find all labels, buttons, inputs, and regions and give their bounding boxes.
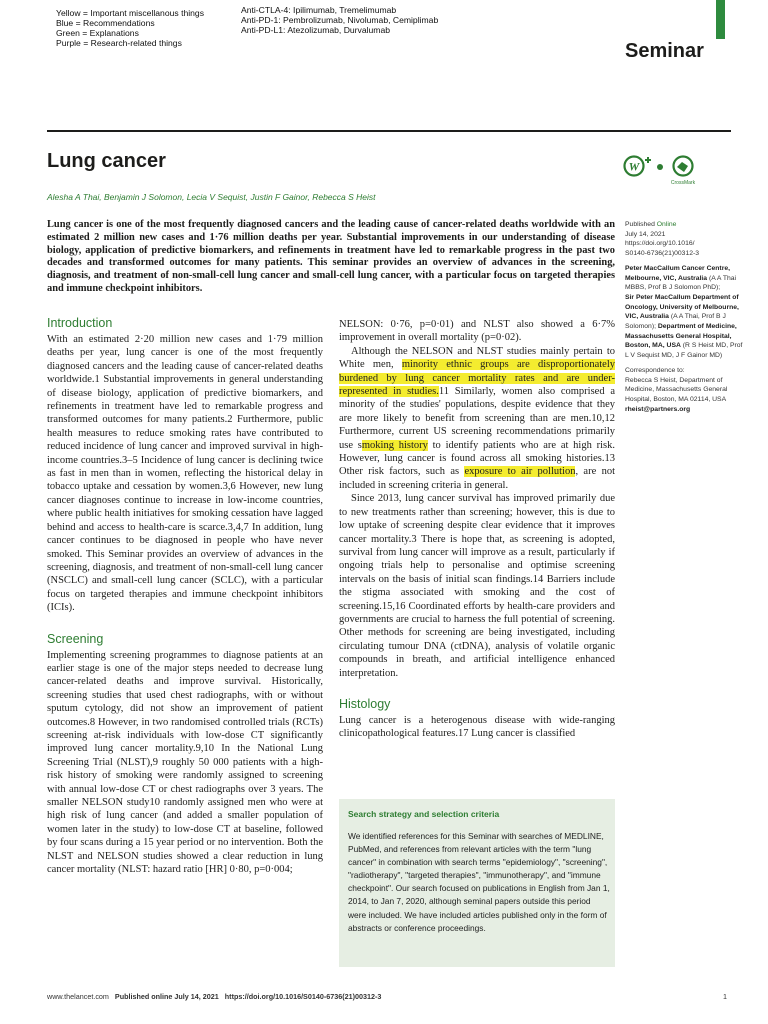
article-logos — [622, 154, 702, 186]
affiliation-authors: (A A Thai, Prof B J Solomon); — [625, 313, 726, 331]
search-strategy-box — [339, 799, 615, 967]
doi-link-cont[interactable]: S0140-6736(21)00312-3 — [625, 250, 700, 258]
published-date: July 14, 2021 — [625, 230, 666, 238]
screening-paragraph: Implementing screening programmes to diagnose patients at an earlier stage is one of the major steps needed to decrease lung cancer-related deaths and improve survival. Historically, screening studies that used chest radiographs, with or without sputum cytology, did not show an improvement of patient outcomes.8 However, in two randomised controlled trials (RCTs) screening at-risk individuals with low-dose CT significantly improved lung cancer mortality.9,10 In the National Lung Screening Trial (NLST),9 roughly 50 000 patients with a high-risk history of smoking were randomly assigned to screening with annual low-dose CT or chest radiographs over 3 years. The smaller NELSON study10 randomly assigned men who were at high risk of lung cancer (and added a smaller population of women later in the study) to low-dose CT at baseline, followed by four scans during a 15 year period or no intervention. Both the NLST and NELSON studies showed a clear reduction in lung cancer mortality (NLST: hazard ratio [HR] 0·80, p=0·004; — [47, 649, 323, 876]
text-span: to identify patients who are at high risk. However, lung cancer is found across all smoking histories.13 Other risk factors, such as — [339, 439, 615, 478]
article-sidebar — [625, 220, 743, 419]
header-rule — [47, 130, 731, 132]
legend-green: Green = Explanations — [56, 28, 139, 38]
affiliation-name: Peter MacCallum Cancer Centre, Melbourne, VIC, Australia — [625, 264, 731, 282]
author-list: Alesha A Thai, Benjamin J Solomon, Lecia V Sequist, Justin F Gainor, Rebecca S Heist — [47, 192, 376, 202]
highlight-smoking-history: moking history — [361, 439, 428, 451]
color-legend — [56, 8, 204, 48]
page-footer — [47, 992, 731, 1001]
text-span: , are not included in screening criteria in general. — [339, 466, 615, 491]
body-column-1 — [47, 316, 323, 876]
highlight-air-pollution: exposure to air pollution — [464, 466, 576, 478]
abstract: Lung cancer is one of the most frequently diagnosed cancers and the leading cause of cancer-related deaths worldwide with an estimated 2 million new cases and 1·76 million deaths per year. Substantial improvements in our understanding of disease biology, application of predictive biomarkers, and refinements in treatment have led to remarkable progress in the past two decades and transformed outcomes for many patients. This seminar provides an overview of advances in the screening, diagnosis, and treatment of non-small-cell lung cancer and small-cell lung cancer, with a particular focus on targeted therapies and immune checkpoint inhibitors. — [47, 219, 615, 294]
drug-ctla4: Anti-CTLA-4: Ipilimumab, Tremelimumab — [241, 5, 397, 15]
drug-note — [241, 5, 438, 35]
nelson-paragraph: NELSON: 0·76, p=0·01) and NLST also showed a 6·7% improvement in overall mortality (p=0·02). — [339, 319, 615, 344]
journal-site[interactable]: www.thelancet.com — [47, 992, 109, 1001]
drug-pd1: Anti-PD-1: Pembrolizumab, Nivolumab, Cemiplimab — [241, 15, 439, 25]
search-strategy-text: We identified references for this Seminar with searches of MEDLINE, PubMed, and references from relevant articles with the term "lung cancer" in combination with search terms "epidemiology", "screening", "radiotherapy", "targeted therapies", "immunotherapy", and "immune checkpoint". Our search focused on publications in English from Jan 1, 2014, to Jan 7, 2020, although seminal papers outside this period were included. We have included articles published only in the form of abstracts or conference proceedings. — [348, 831, 610, 933]
survival-paragraph: Since 2013, lung cancer survival has improved primarily due to new treatments rather than screening; however, this is due to low uptake of screening despite clear evidence that it improves cancer mortality.3 There is hope that, as screening is adopted, survival from lung cancer will improve as a result, particularly if ongoing trials help to personalise and optimise screening intervals on the basis of initial scan findings.14 Barriers include the stigma associated with smoking and the cost of screening.15,16 Coordinated efforts by health-care providers and governments are crucial to harness the full potential of screening. Other methods for screening are being investigated, including circulating tumour DNA (ctDNA), analysis of volatile organic compounds in breath, and artificial intelligence enhanced interpretation. — [339, 493, 615, 679]
body-column-2 — [339, 318, 615, 741]
doi-link[interactable]: https://doi.org/10.1016/ — [625, 240, 695, 248]
check-for-updates-icon[interactable] — [622, 154, 702, 188]
introduction-paragraph: With an estimated 2·20 million new cases and 1·79 million deaths per year, lung cancer is one of the most frequently diagnosed cancers and the leading cause of cancer-related deaths worldwide.1 Substantial improvements in general understanding of disease biology, application of predictive biomarkers, and refinements in treatment have led to remarkable progress and transformed outcomes for many patients.2 Furthermore, public health measures to reduce smoking rates have contributed to reduced incidence of lung cancer and improved survival in high-income countries.3–5 Incidence of lung cancer is declining twice as fast in men than in women, reflecting the historical delay in tobacco uptake and cessation by women.3,6 However, new lung cancer diagnoses continue to increase in low-income countries, where public health initiatives for smoking cessation have lagged behind and access to health-care is scarce.3,4,7 In addition, lung cancer continues to be diagnosed in people who have never smoked. This Seminar provides an overview of advances in the screening, diagnosis, and treatment of non-small-cell lung cancer (NSCLC) and small-cell lung cancer (SCLC), with a particular focus on targeted therapies and immune checkpoint inhibitors (ICIs). — [47, 334, 323, 614]
crossmark-label: CrossMark — [670, 180, 696, 186]
introduction-heading: Introduction — [47, 316, 113, 330]
published-online-link[interactable]: Online — [656, 221, 677, 228]
footer-published: Published online July 14, 2021 — [114, 992, 219, 1001]
affiliations — [625, 264, 743, 361]
affiliation-name: Sir Peter MacCallum Department of Oncology, University of Melbourne, VIC, Australia — [625, 293, 739, 321]
legend-yellow: Yellow = Important miscellanous things — [56, 8, 205, 18]
page-number: 1 — [723, 992, 727, 1001]
correspondence-address: Rebecca S Heist, Department of Medicine, Massachusetts General Hospital, Boston, MA 02114, USA — [625, 376, 728, 403]
drug-pdl1: Anti-PD-L1: Atezolizumab, Durvalumab — [241, 25, 391, 35]
section-color-bar — [716, 0, 725, 39]
svg-text:W: W — [628, 159, 640, 174]
correspondence — [625, 366, 743, 415]
footer-doi[interactable]: https://doi.org/10.1016/S0140-6736(21)00312-3 — [224, 992, 382, 1001]
article-title: Lung cancer — [47, 150, 166, 172]
legend-purple: Purple = Research-related things — [56, 38, 182, 48]
screening-heading: Screening — [47, 631, 104, 646]
legend-blue: Blue = Recommendations — [56, 18, 155, 28]
text-span: 11 Similarly, women also comprised a minority of the studies' populations, despite evidence that they are more likely to benefit from screening than are men.10,12 Furthermore, current US screening recommendations primarily use s — [339, 386, 615, 451]
highlight-minority: minority ethnic groups are disproportionately burdened by lung cancer mortality rates and are under-represented in studies. — [339, 359, 615, 398]
histology-heading: Histology — [339, 696, 391, 711]
representation-paragraph — [339, 345, 615, 492]
affiliation-authors: (A A Thai MBBS, Prof B J Solomon PhD); — [625, 274, 737, 292]
section-label: Seminar — [625, 40, 704, 62]
affiliation-name: Department of Medicine, Massachusetts General Hospital, Boston, MA, USA — [625, 323, 737, 350]
search-strategy-heading: Search strategy and selection criteria — [348, 809, 500, 819]
correspondence-label: Correspondence to: — [625, 366, 685, 374]
histology-paragraph: Lung cancer is a heterogenous disease with wide-ranging clinicopathological features.17 Lung cancer is classified — [339, 714, 615, 740]
published-label: Published — [625, 221, 657, 228]
publication-info — [625, 220, 743, 259]
affiliation-authors: (R S Heist MD, Prof L V Sequist MD, J F Gainor MD) — [625, 342, 743, 360]
text-span: Although the NELSON and NLST studies mainly pertain to White men, — [339, 345, 615, 371]
correspondence-email[interactable]: rheist@partners.org — [625, 405, 691, 413]
